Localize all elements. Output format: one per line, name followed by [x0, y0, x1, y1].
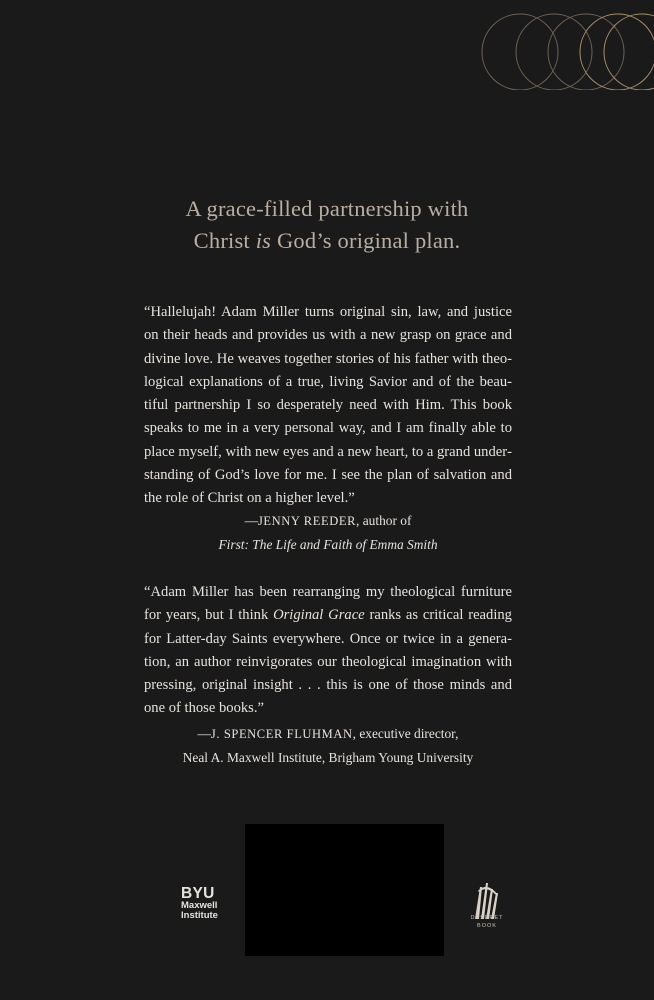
tagline-text: Christ	[193, 228, 256, 253]
attribution-work	[144, 533, 512, 556]
attribution-dash: —	[244, 513, 258, 528]
attribution-dash: —	[197, 726, 211, 741]
ring	[516, 14, 592, 90]
endorsement-attribution-1	[144, 509, 512, 556]
logo-text: DESERET	[470, 915, 504, 921]
byu-maxwell-institute-logo	[181, 886, 218, 921]
endorsement-attribution-2	[144, 722, 512, 769]
endorser-role: , author of	[356, 513, 412, 528]
ring	[548, 14, 624, 90]
logo-text: Maxwell	[181, 900, 218, 911]
tagline-text: God’s original plan.	[271, 228, 461, 253]
logo-text: BYU	[181, 885, 215, 902]
decorative-rings-icon	[478, 10, 654, 90]
endorser-name: J. SPENCER FLUHMAN	[210, 727, 353, 741]
tagline-emphasis: is	[255, 228, 272, 253]
endorser-name: JENNY REEDER	[257, 514, 357, 528]
barcode-placeholder	[245, 824, 444, 956]
endorser-role: , executive director,	[352, 726, 459, 741]
attribution-line	[144, 722, 512, 746]
tagline-line-1: A grace-filled partnership with	[185, 196, 469, 221]
quote-text: “Adam Miller has been rearranging my theological furniture for years, but I think	[144, 584, 512, 624]
deseret-book-wordmark	[466, 914, 508, 930]
logo-text: Institute	[181, 910, 218, 921]
endorser-book-title: First: The Life and Faith of Emma Smith	[218, 537, 438, 552]
attribution-line	[144, 509, 512, 533]
logo-text: BOOK	[477, 923, 497, 929]
tagline-line-2	[0, 225, 654, 257]
quote-text: ranks as critical reading for Latter-day Saints everywhere. Once or twice in a generation, an author reinvigorates our theological imagination with pressing, original insight . . . this is one of those minds and one of those books.”	[144, 607, 512, 717]
ring	[482, 14, 558, 90]
ring	[604, 14, 654, 90]
attribution-org: Neal A. Maxwell Institute, Brigham Young University	[182, 750, 474, 765]
tagline	[0, 193, 654, 257]
endorsement-quote-2	[144, 581, 512, 721]
ring	[580, 14, 654, 90]
quote-book-title: Original Grace	[273, 607, 365, 624]
endorsement-quote-1: “Hallelujah! Adam Miller turns original sin, law, and justice on their heads and provides us with a new grasp on grace and divine love. He weaves together stories of his father with theological explanations of a true, living Savior and of the beautiful partnership I so desperately need with Him. This book speaks to me in a very personal way, and I am finally able to place myself, with new eyes and a new heart, to a grand understanding of God’s love for me. I see the plan of salvation and the role of Christ on a higher level.”	[144, 304, 512, 507]
